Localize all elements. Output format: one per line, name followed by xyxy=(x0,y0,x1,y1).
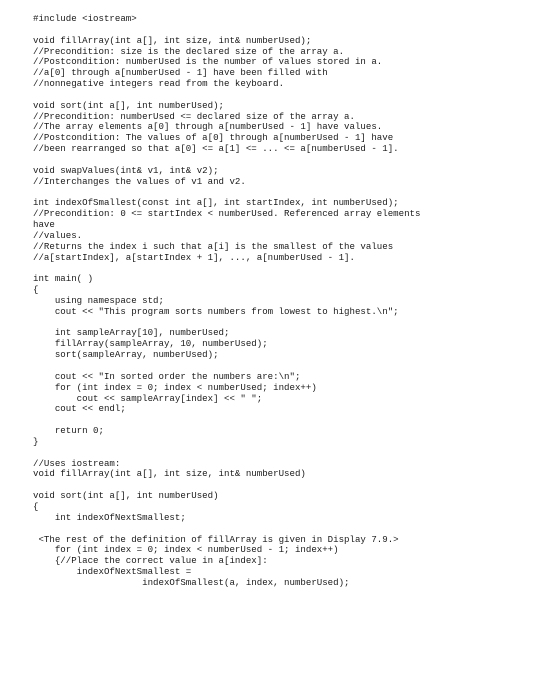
code-line: void swapValues(int& v1, int& v2); xyxy=(33,164,219,176)
code-line: int sampleArray[10], numberUsed; xyxy=(33,327,230,339)
code-line: int indexOfSmallest(const int a[], int startIndex, int numberUsed); xyxy=(33,197,399,209)
code-line: void sort(int a[], int numberUsed) xyxy=(33,490,219,502)
code-line xyxy=(33,415,545,426)
code-line: int indexOfNextSmallest; xyxy=(33,511,186,523)
code-line: //Precondition: size is the declared size of the array a. xyxy=(33,45,345,57)
code-line: fillArray(sampleArray, 10, numberUsed); xyxy=(33,338,268,350)
code-line: //been rearranged so that a[0] <= a[1] <= ... <= a[numberUsed - 1]. xyxy=(33,143,399,155)
code-line: //Returns the index i such that a[i] is the smallest of the values xyxy=(33,240,394,252)
code-line: //Precondition: numberUsed <= declared size of the array a. xyxy=(33,110,355,122)
code-line: //Interchanges the values of v1 and v2. xyxy=(33,175,246,187)
code-line: <The rest of the definition of fillArray is given in Display 7.9.> xyxy=(33,533,399,545)
code-line: have xyxy=(33,219,55,231)
code-line: #include <iostream> xyxy=(33,13,137,24)
code-line: { xyxy=(33,500,39,512)
code-line: {//Place the correct value in a[index]: xyxy=(33,555,268,567)
code-line: cout << sampleArray[index] << " "; xyxy=(33,392,263,404)
code-line: void fillArray(int a[], int size, int& numberUsed) xyxy=(33,468,306,480)
code-line: //a[startIndex], a[startIndex + 1], ..., a[numberUsed - 1]. xyxy=(33,251,355,263)
code-line xyxy=(33,263,545,274)
code-line: cout << "This program sorts numbers from lowest to highest.\n"; xyxy=(33,305,399,317)
code-line: { xyxy=(33,284,39,296)
code-line: cout << endl; xyxy=(33,403,126,415)
code-line: //nonnegative integers read from the keyboard. xyxy=(33,78,285,90)
code-line: using namespace std; xyxy=(33,294,164,306)
code-line xyxy=(33,524,545,535)
code-line: void fillArray(int a[], int size, int& numberUsed); xyxy=(33,34,312,46)
code-line: //values. xyxy=(33,229,83,241)
code-line: } xyxy=(33,435,39,447)
code-line: for (int index = 0; index < numberUsed; index++) xyxy=(33,381,317,393)
code-line: //The array elements a[0] through a[numberUsed - 1] have values. xyxy=(33,121,383,133)
code-line xyxy=(33,589,545,600)
code-line: void sort(int a[], int numberUsed); xyxy=(33,99,224,111)
code-line: //Postcondition: The values of a[0] through a[numberUsed - 1] have xyxy=(33,132,394,144)
code-line: int main( ) xyxy=(33,273,94,285)
code-line: //Precondition: 0 <= startIndex < numberUsed. Referenced array elements xyxy=(33,208,421,220)
code-line: indexOfSmallest(a, index, numberUsed); xyxy=(33,576,350,588)
code-listing xyxy=(33,14,545,600)
code-line xyxy=(33,448,545,459)
code-line: cout << "In sorted order the numbers are:\n"; xyxy=(33,370,301,382)
code-line: //Postcondition: numberUsed is the number of values stored in a. xyxy=(33,56,383,68)
code-line: //Uses iostream: xyxy=(33,457,121,469)
code-line: indexOfNextSmallest = xyxy=(33,566,192,578)
code-line: return 0; xyxy=(33,425,104,437)
code-line: for (int index = 0; index < numberUsed - 1; index++) xyxy=(33,544,339,556)
code-line: sort(sampleArray, numberUsed); xyxy=(33,349,219,361)
code-line: //a[0] through a[numberUsed - 1] have been filled with xyxy=(33,67,328,79)
